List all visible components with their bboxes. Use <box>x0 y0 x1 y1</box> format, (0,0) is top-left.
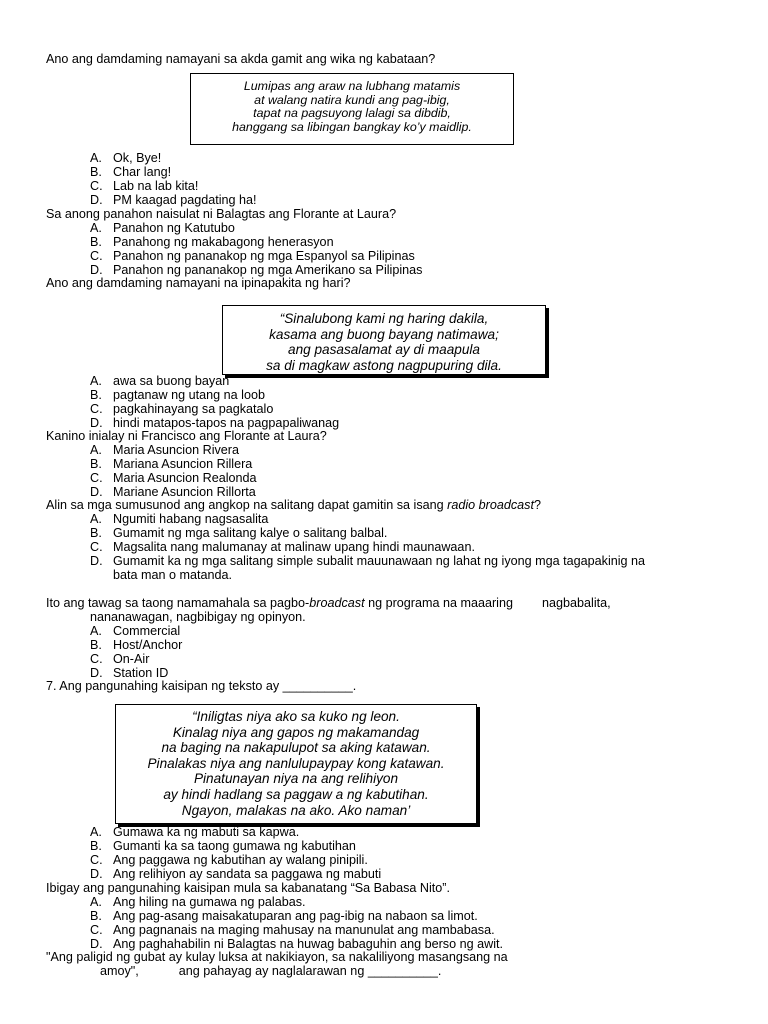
option-d: D. Station ID <box>90 666 169 680</box>
option-d: D. hindi matapos-tapos na pagpapaliwanag <box>90 416 340 430</box>
option-a: A. Panahon ng Katutubo <box>90 221 235 235</box>
passage-box-3 <box>115 704 477 824</box>
poem-line: at walang natira kundi ang pag-ibig, <box>254 92 450 107</box>
poem-line: “Sinalubong kami ng haring dakila, <box>279 311 489 326</box>
passage-line: ay hindi hadlang sa paggaw a ng kabutihan. <box>163 786 429 802</box>
option-a: A. Ok, Bye! <box>90 151 162 165</box>
question-6-text: Ito ang tawag sa taong namamahala sa pagbo-broadcast ng programa na maaaring nagbabalita, <box>46 596 611 610</box>
question-4-text: Kanino inialay ni Francisco ang Florante at Laura? <box>46 429 327 443</box>
poem-line: Lumipas ang araw na lubhang matamis <box>243 79 461 93</box>
poem-box-2 <box>222 305 546 375</box>
option-d: D. Ang paghahabilin ni Balagtas na huwag babaguhin ang berso ng awit. <box>90 937 504 951</box>
option-c: C. Panahon ng pananakop ng mga Espanyol sa Pilipinas <box>90 249 415 263</box>
poem-line: kasama ang buong bayang natimawa; <box>269 326 499 342</box>
passage-line: Kinalag niya ang gapos ng makamandag <box>172 724 420 740</box>
option-b: B. Gumanti ka sa taong gumawa ng kabutihan <box>90 839 356 853</box>
question-5-text: Alin sa mga sumusunod ang angkop na salitang dapat gamitin sa isang radio broadcast? <box>46 498 541 512</box>
option-c: C. pagkahinayang sa pagkatalo <box>90 402 274 416</box>
option-c: C. Magsalita nang malumanay at malinaw upang hindi maunawaan. <box>90 540 475 554</box>
option-c: C. Lab na lab kita! <box>90 179 199 193</box>
option-d: D. Panahon ng pananakop ng mga Amerikano sa Pilipinas <box>90 263 423 277</box>
poem-line: hanggang sa libingan bangkay ko’y maidlip. <box>232 119 472 134</box>
option-b: B. Mariana Asuncion Rillera <box>90 457 253 471</box>
option-a: A. awa sa buong bayan <box>90 374 230 388</box>
passage-line: Ngayon, malakas na ako. Ako naman’ <box>181 802 411 818</box>
poem-line: tapat na pagsuyong lalagi sa dibdib, <box>253 106 451 121</box>
option-d: D. Mariane Asuncion Rillorta <box>90 485 256 499</box>
option-a: A. Ngumiti habang nagsasalita <box>90 512 269 526</box>
option-a: A. Gumawa ka ng mabuti sa kapwa. <box>90 825 300 839</box>
question-2-text: Sa anong panahon naisulat ni Balagtas ang Florante at Laura? <box>46 207 397 221</box>
option-b: B. Ang pag-asang maisakatuparan ang pag-ibig na nabaon sa limot. <box>90 909 478 923</box>
option-c: C. Ang paggawa ng kabutihan ay walang pinipili. <box>90 853 368 867</box>
option-b: B. Host/Anchor <box>90 638 183 652</box>
poem-line: ang pasasalamat ay di maapula <box>288 342 480 358</box>
question-7-text: 7. Ang pangunahing kaisipan ng teksto ay __________. <box>46 679 357 693</box>
option-d: D. Ang relihiyon ay sandata sa paggawa ng mabuti <box>90 867 382 881</box>
option-c: C. Ang pagnanais na maging mahusay na manunulat ang mambabasa. <box>90 923 495 937</box>
passage-line: na baging na nakapulupot sa aking katawan. <box>161 740 431 756</box>
option-b: B. Panahong ng makabagong henerasyon <box>90 235 334 249</box>
option-a: A. Maria Asuncion Rivera <box>90 443 239 457</box>
poem-line: sa di magkaw astong nagpupuring dila. <box>266 357 502 373</box>
question-6-text-line2: nananawagan, nagbibigay ng opinyon. <box>90 610 306 624</box>
option-c: C. Maria Asuncion Realonda <box>90 471 257 485</box>
option-b: B. Char lang! <box>90 165 172 179</box>
option-a: A. Ang hiling na gumawa ng palabas. <box>90 895 306 909</box>
poem-box-1 <box>190 73 514 145</box>
question-9-text-line2: amoy", ang pahayag ay naglalarawan ng __________. <box>100 964 442 978</box>
question-9-text: "Ang paligid ng gubat ay kulay luksa at nakikiayon, sa nakaliliyong masangsang na <box>46 950 508 964</box>
passage-line: “Iniligtas niya ako sa kuko ng leon. <box>192 709 400 724</box>
question-1-text: Ano ang damdaming namayani sa akda gamit ang wika ng kabataan? <box>46 52 436 66</box>
passage-line: Pinalakas niya ang nanlulupaypay kong katawan. <box>147 755 445 771</box>
question-8-text: Ibigay ang pangunahing kaisipan mula sa kabanatang “Sa Babasa Nito”. <box>46 881 450 895</box>
option-d-continuation: bata man o matanda. <box>113 568 233 582</box>
option-b: B. Gumamit ng mga salitang kalye o salitang balbal. <box>90 526 388 540</box>
option-d: D. PM kaagad pagdating ha! <box>90 193 257 207</box>
option-c: C. On-Air <box>90 652 150 666</box>
option-a: A. Commercial <box>90 624 181 638</box>
passage-line: Pinatunayan niya na ang relihiyon <box>193 771 399 787</box>
option-d: D. Gumamit ka ng mga salitang simple subalit mauunawaan ng lahat ng iyong mga tagapakinig na <box>90 554 646 568</box>
option-b: B. pagtanaw ng utang na loob <box>90 388 265 402</box>
question-3-text: Ano ang damdaming namayani na ipinapakita ng hari? <box>46 276 351 290</box>
